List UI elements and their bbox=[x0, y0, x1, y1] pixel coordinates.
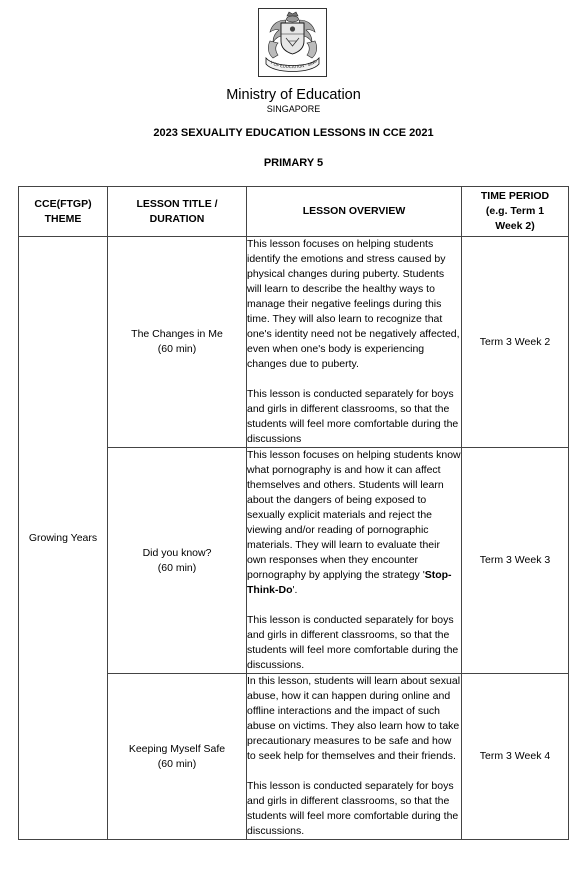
time-period-cell: Term 3 Week 4 bbox=[462, 674, 569, 840]
header-lesson-line-1: LESSON TITLE / bbox=[136, 197, 218, 210]
document-title: 2023 SEXUALITY EDUCATION LESSONS IN CCE 2021 bbox=[153, 127, 434, 139]
lesson-title-cell bbox=[108, 237, 247, 448]
header-time-period bbox=[462, 187, 569, 237]
header-theme-line-2: THEME bbox=[44, 212, 82, 225]
lesson-overview-cell bbox=[247, 448, 462, 674]
table-header-row bbox=[19, 187, 569, 237]
header-period-line-3: Week 2) bbox=[495, 220, 535, 232]
lesson-duration: (60 min) bbox=[157, 343, 197, 355]
overview-text: This lesson focuses on helping students know what pornography is and how it can affect themselves and others. Students will learn about the dangers of being exposed to sexually explicit materials and reject the viewing and/or reading of pornographic materials. They will learn to evaluate their own responses when they encounter pornography by applying the strategy ' bbox=[247, 449, 461, 581]
overview-paragraph bbox=[247, 448, 461, 598]
lessons-table bbox=[18, 186, 569, 840]
header-lesson-line-2: DURATION bbox=[149, 212, 205, 225]
lesson-overview-cell bbox=[247, 674, 462, 840]
overview-note: This lesson is conducted separately for boys and girls in different classrooms, so that the students will feel more comfortable during the discussions. bbox=[247, 614, 459, 671]
svg-text:MINISTRY OF EDUCATION · SINGAP: Y OF EDUCATION · SING bbox=[269, 58, 318, 70]
lesson-duration: (60 min) bbox=[157, 757, 197, 770]
organization-country: SINGAPORE bbox=[266, 104, 321, 114]
theme-cell: Growing Years bbox=[19, 237, 108, 840]
time-period-cell: Term 3 Week 3 bbox=[462, 448, 569, 674]
overview-note: This lesson is conducted separately for boys and girls in different classrooms, so that the students will feel more comfortable during the discussions. bbox=[247, 780, 459, 837]
overview-text-end: '. bbox=[292, 584, 298, 596]
overview-paragraph: This lesson focuses on helping students identify the emotions and stress caused by physical changes during puberty. Students will learn to describe the healthy ways to manage their negative feelings during this time. They will also learn to recognize that one's identity need not be negatively affected, even when one's body is experiencing changes due to puberty. bbox=[247, 238, 460, 370]
lesson-title: Keeping Myself Safe bbox=[128, 742, 226, 755]
lesson-title: The Changes in Me bbox=[131, 328, 223, 340]
table-row bbox=[19, 237, 569, 448]
lesson-duration: (60 min) bbox=[157, 561, 197, 574]
strategy-name: Stop-Think-Do bbox=[247, 569, 452, 596]
header-period-line-2: (e.g. Term 1 bbox=[485, 205, 545, 217]
time-period-cell: Term 3 Week 2 bbox=[462, 237, 569, 448]
organization-name: Ministry of Education bbox=[226, 87, 361, 103]
header-lesson-overview: LESSON OVERVIEW bbox=[247, 187, 462, 237]
moe-crest-logo bbox=[258, 8, 327, 77]
overview-paragraph: In this lesson, students will learn about sexual abuse, how it can happen during online and offline interactions and the impact of such abuse on victims. They also learn how to take precautionary measures to be safe and how to seek help for themselves and their friends. bbox=[247, 675, 461, 762]
header-lesson-title bbox=[108, 187, 247, 237]
header-theme bbox=[19, 187, 108, 237]
lesson-overview-cell bbox=[247, 237, 462, 448]
lesson-title: Did you know? bbox=[142, 546, 212, 559]
lesson-title-cell bbox=[108, 674, 247, 840]
header-theme-line-1: CCE(FTGP) bbox=[34, 197, 92, 210]
document-subtitle: PRIMARY 5 bbox=[263, 157, 324, 169]
header-period-line-1: TIME PERIOD bbox=[480, 190, 550, 202]
lesson-title-cell bbox=[108, 448, 247, 674]
overview-note: This lesson is conducted separately for boys and girls in different classrooms, so that the students will feel more comfortable during the discussions bbox=[247, 388, 459, 445]
